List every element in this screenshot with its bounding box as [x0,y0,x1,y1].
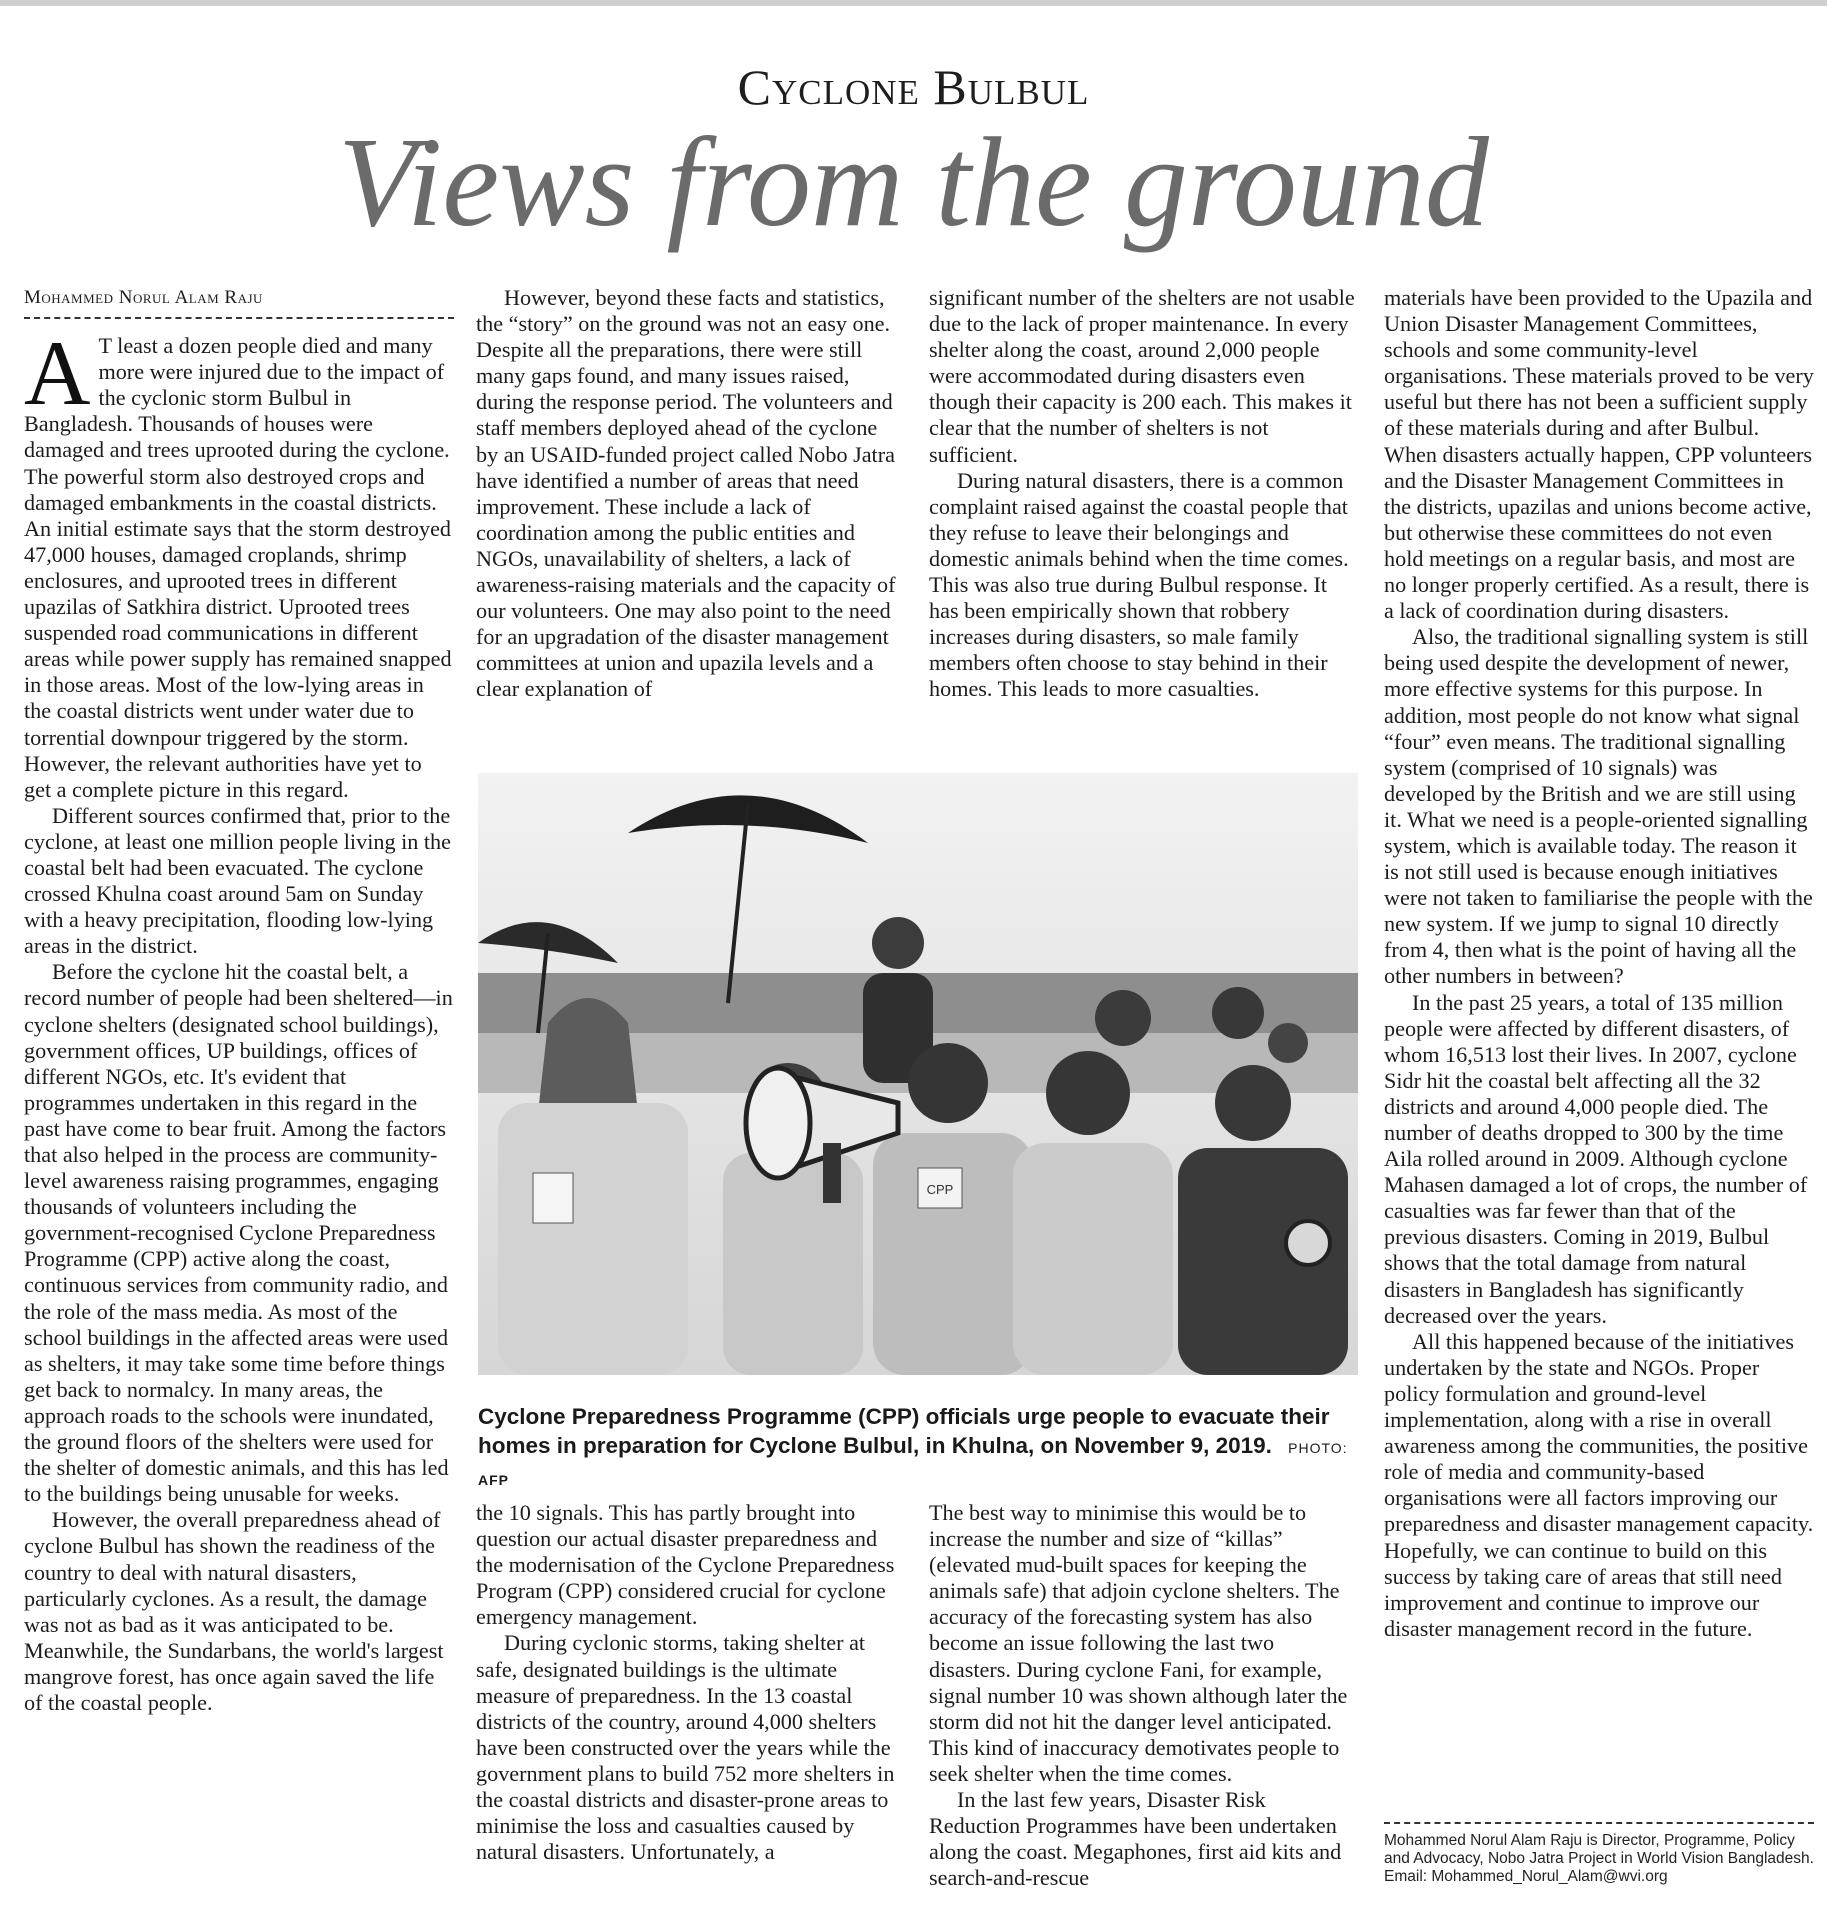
byline: Mohammed Norul Alam Raju [24,285,454,319]
paragraph: A T least a dozen people died and many more were injured due to the impact of the cyclonic storm Bulbul in Bangladesh. Thousands of houses were damaged and trees uprooted during the cyclone. The powerful storm also destroyed crops and damaged embankments in the coastal districts. An initial estimate says that the storm destroyed 47,000 houses, damaged croplands, shrimp enclosures, and uprooted trees in different upazilas of Satkhira district. Uprooted trees suspended road communications in different areas while power supply has remained snapped in those areas. Most of the low-lying areas in the coastal districts went under water due to torrential downpour triggered by the storm. However, the relevant authorities have yet to get a complete picture in this regard. [24,322,452,802]
paragraph: During cyclonic storms, taking shelter at safe, designated buildings is the ultimate measure of preparedness. In the 13 coastal districts of the country, around 4,000 shelters have been constructed over the years while the government plans to build 752 more shelters in the coastal districts and disaster-prone areas to minimise the loss and casualties caused by natural disasters. Unfortunately, a [476,1630,895,1865]
author-bio [1384,1822,1814,1886]
photo-credit: PHOTO: AFP [478,1440,1348,1488]
paragraph: The best way to minimise this would be to increase the number and size of “killas” (elevated mud-built spaces for keeping the animals safe) that adjoin cyclone shelters. The accuracy of the forecasting system has also become an issue following the last two disasters. During cyclone Fani, for example, signal number 10 was shown although later the storm did not hit the danger level anticipated. This kind of inaccuracy demotivates people to seek shelter when the time comes. [929,1500,1348,1786]
paragraph: All this happened because of the initiatives undertaken by the state and NGOs. Proper policy formulation and ground-level implementation, along with a rise in overall awareness among the communities, the positive role of media and community-based organisations were all factors improving our preparedness and disaster management capacity. Hopefully, we can continue to build on this success by taking care of areas that still need improvement and continue to improve our disaster management record in the future. [1384,1328,1814,1641]
paragraph: Before the cyclone hit the coastal belt, a record number of people had been sheltered—in cyclone shelters (designated school buildings), government offices, UP buildings, offices of different NGOs, etc. It's evident that programmes undertaken in this regard in the past have come to bear fruit. Among the factors that also helped in the process are community-level awareness raising programmes, engaging thousands of volunteers including the government-recognised Cyclone Preparedness Programme (CPP) active along the coast, continuous services from community radio, and the role of the mass media. As most of the school buildings in the affected areas were used as shelters, it may take some time before things get back to normalcy. In many areas, the approach roads to the schools were inundated, the ground floors of the shelters were used for the shelter of domestic animals, and this has led to the buildings being unusable for weeks. [24,959,453,1507]
paragraph: In the past 25 years, a total of 135 million people were affected by different disasters, of whom 16,513 lost their lives. In 2007, cyclone Sidr hit the coastal belt affecting all the 32 districts and around 4,000 people died. The number of deaths dropped to 300 by the time Aila rolled around in 2009. Although cyclone Mahasen damaged a lot of crops, the number of casualties was far fewer than that of the previous disasters. Coming in 2019, Bulbul shows that the total damage from natural disasters in Bangladesh has significantly decreased over the years. [1384,989,1808,1328]
paragraph: Also, the traditional signalling system is still being used despite the development of newer, more effective systems for this purpose. In addition, most people do not know what signal “four” even means. The traditional signalling system (comprised of 10 signals) was developed by the British and we are still using it. What we need is a people-oriented signalling system, which is available today. The reason it is not still used is because enough initiatives were not taken to familiarise the people with the new system. If we jump to signal 10 directly from 4, then what is the point of having all the other numbers in between? [1384,624,1813,989]
article-column-2-top [476,285,901,745]
news-photo [478,773,1358,1375]
paragraph: However, the overall preparedness ahead of cyclone Bulbul has shown the readiness of the country to deal with natural disasters, particularly cyclones. As a result, the damage was not as bad as it was anticipated to be. Meanwhile, the Sundarbans, the world's largest mangrove forest, has once again saved the life of the coastal people. [24,1507,444,1715]
top-rule [0,0,1827,6]
article-column-4 [1384,285,1814,1815]
photo-illustration [478,773,1358,1375]
paragraph: materials have been provided to the Upazila and Union Disaster Management Committees, schools and some community-level organisations. These materials proved to be very useful but there has not been a sufficient supply of these materials during and after Bulbul. When disasters actually happen, CPP volunteers and the Disaster Management Committees in the districts, upazilas and unions become active, but otherwise these committees do not even hold meetings on a regular basis, and most are no longer properly certified. As a result, there is a lack of coordination during disasters. [1384,285,1814,624]
paragraph: significant number of the shelters are not usable due to the lack of proper maintenance. In every shelter along the coast, around 2,000 people were accommodated during disasters even though their capacity is 200 each. This makes it clear that the number of shelters is not sufficient. [929,285,1355,467]
section-kicker: Cyclone Bulbul [737,59,1090,115]
article-column-2-bottom [476,1500,901,1929]
article-column-3-top [929,285,1359,745]
paragraph: During natural disasters, there is a common complaint raised against the coastal people that they refuse to leave their belongings and domestic animals behind when the time comes. This was also true during Bulbul response. It has been empirically shown that robbery increases during disasters, so male family members often choose to stay behind in their homes. This leads to more casualties. [929,467,1349,702]
headline: Views from the ground [338,111,1489,253]
author-email: Email: Mohammed_Norul_Alam@wvi.org [1384,1868,1668,1885]
caption-text: Cyclone Preparedness Programme (CPP) officials urge people to evacuate their homes in preparation for Cyclone Bulbul, in Khulna, on November 9, 2019. [478,1404,1330,1458]
author-bio-text: Mohammed Norul Alam Raju is Director, Programme, Policy and Advocacy, Nobo Jatra Project in World Vision Bangladesh. [1384,1832,1814,1867]
article-column-1 [24,285,454,1929]
article-column-3-bottom [929,1500,1359,1929]
paragraph: However, beyond these facts and statistics, the “story” on the ground was not an easy one. Despite all the preparations, there were still many gaps found, and many issues raised, during the response period. The volunteers and staff members deployed ahead of the cyclone by an USAID-funded project called Nobo Jatra have identified a number of areas that need improvement. These include a lack of coordination among the public entities and NGOs, unavailability of shelters, a lack of awareness-raising materials and the capacity of our volunteers. One may also point to the need for an upgradation of the disaster management committees at union and upazila levels and a clear explanation of [476,285,896,702]
paragraph: Different sources confirmed that, prior to the cyclone, at least one million people living in the coastal belt had been evacuated. The cyclone crossed Khulna coast around 5am on Sunday with a heavy precipitation, flooding low-lying areas in the district. [24,802,452,959]
vest-label: CPP [926,1182,954,1197]
paragraph: the 10 signals. This has partly brought into question our actual disaster preparedness and the modernisation of the Cyclone Preparedness Program (CPP) considered crucial for cyclone emergency management. [476,1500,895,1630]
paragraph: In the last few years, Disaster Risk Reduction Programmes have been undertaken along the coast. Megaphones, first aid kits and search-and-rescue [929,1787,1342,1891]
drop-cap: A [24,322,91,425]
photo-caption [478,1402,1358,1495]
